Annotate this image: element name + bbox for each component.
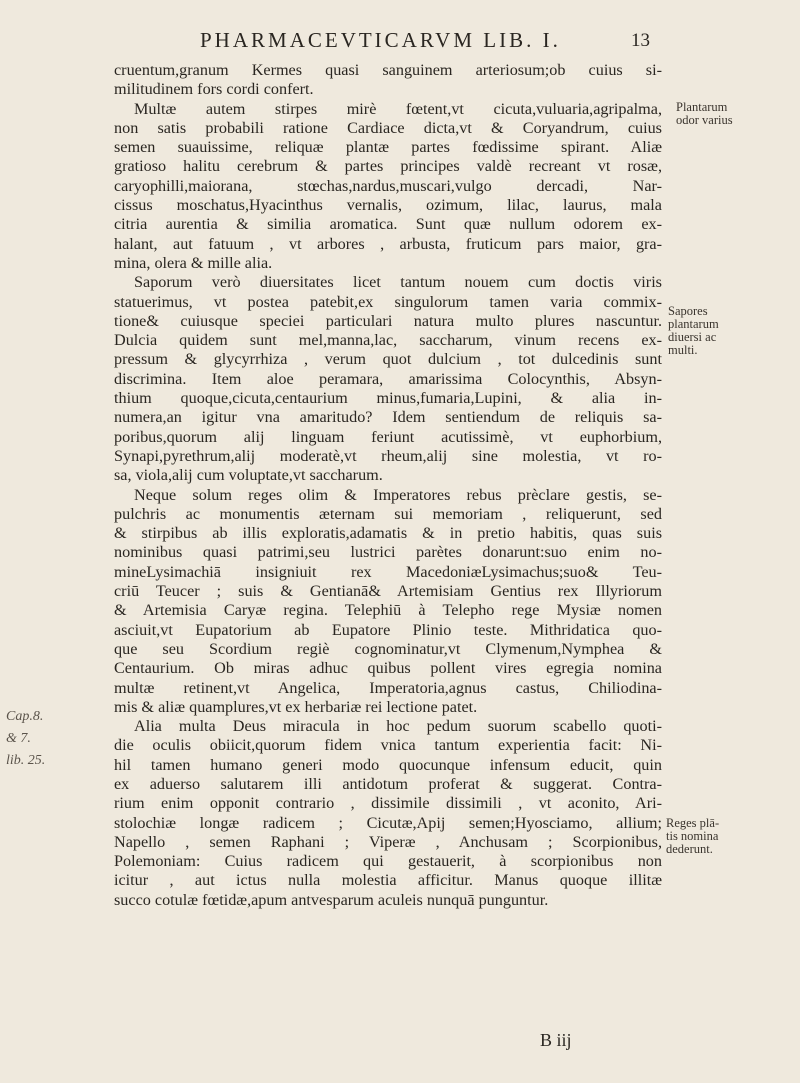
text-line: cissus moschatus,Hyacinthus vernalis, ozimum, lilac, laurus, mala: [114, 196, 662, 215]
text-line: Synapi,pyrethrum,alij moderatè,vt rheum,alij sine molestia, vt ro-: [114, 446, 662, 465]
text-line: mina, olera & mille alia.: [114, 253, 273, 272]
page-header: [200, 28, 650, 58]
text-line: Saporum verò diuersitates licet tantum nouem cum doctis viris: [134, 273, 662, 292]
text-line: mineLysimachiā insigniuit rex MacedoniæLysimachus;suo& Teu-: [114, 562, 662, 581]
signature-mark: B iij: [540, 1030, 572, 1050]
text-line: cruentum,granum Kermes quasi sanguinem arteriosum;ob cuius si-: [114, 61, 662, 79]
margin-note-line: Sapores: [668, 304, 708, 318]
text-line: discrimina. Item aloe peramara, amarissima Colocynthis, Absyn-: [114, 369, 662, 388]
text-line: non satis probabili ratione Cardiace dicta,vt & Coryandrum, cuius: [114, 118, 662, 137]
margin-note-line: tis nomina: [666, 829, 719, 843]
text-line: nominibus quasi patrimi,seu lustrici parètes donarunt:suo enim no-: [114, 543, 662, 562]
margin-note-line: diuersi ac: [668, 330, 717, 344]
margin-note-line: dederunt.: [666, 842, 713, 856]
text-line: Neque solum reges olim & Imperatores rebus prèclare gestis, se-: [134, 485, 662, 504]
text-line: ex aduerso salutarem illi antidotum proferat & suggerat. Contra-: [114, 774, 662, 793]
text-line: die oculis obiicit,quorum fidem vnica tantum experientia facit: Ni-: [114, 736, 662, 755]
text-line: Dulcia quidem sunt mel,manna,lac, saccharum, vinum recens ex-: [114, 331, 662, 350]
margin-note-sapores: [668, 305, 719, 357]
margin-note-reges: [666, 817, 719, 856]
margin-note-line: odor varius: [676, 113, 733, 127]
margin-note-line: & 7.: [6, 731, 31, 746]
running-title: PHARMACEVTICARVM LIB. I.: [200, 28, 561, 52]
margin-note-line: Cap.8.: [6, 709, 44, 724]
text-line: mis & aliæ quamplures,vt ex herbariæ rei lectione patet.: [114, 697, 478, 716]
text-line: pressum & glycyrrhiza , verum quot dulcium , tot dulcedinis sunt: [114, 350, 662, 369]
text-line: Polemoniam: Cuius radicem qui gestauerit, à scorpionibus non: [114, 852, 662, 871]
text-line: Multæ autem stirpes mirè fœtent,vt cicuta,vuluaria,agripalma,: [134, 99, 662, 118]
text-line: tione& cuiusque speciei particulari natura multo plures nascuntur.: [114, 311, 662, 330]
margin-note-line: plantarum: [668, 317, 719, 331]
text-line: sa, viola,alij cum voluptate,vt saccharum.: [114, 466, 383, 485]
text-line: Napello , semen Raphani ; Viperæ , Anchusam ; Scorpionibus,: [114, 832, 662, 851]
text-line: icitur , aut ictus nulla molestia afficitur. Manus quoque illitæ: [114, 871, 662, 890]
margin-note-line: Reges plā-: [666, 816, 720, 830]
text-line: asciuit,vt Eupatorium ab Eupatore Plinio teste. Mithridatica quo-: [114, 620, 662, 639]
margin-note-citation: [6, 706, 45, 772]
text-line: criū Teucer ; suis & Gentianā& Artemisiam Gentius rex Illyriorum: [114, 582, 662, 601]
margin-note-line: multi.: [668, 343, 698, 357]
text-line: hil tamen humano generi modo quocunque infensum educit, quin: [114, 755, 662, 774]
text-line: caryophilli,maiorana, stœchas,nardus,muscari,vulgo dercadi, Nar-: [114, 176, 662, 195]
text-line: Alia multa Deus miracula in hoc pedum suorum scabello quoti-: [134, 717, 662, 736]
margin-note-plantarum-odor: [676, 101, 733, 127]
page-number: 13: [631, 30, 650, 51]
text-line: que seu Scordium regiè cognominatur,vt Clymenum,Nymphea &: [114, 639, 662, 658]
text-line: numera,an igitur vna amaritudo? Idem sentiendum de reliquis sa-: [114, 408, 662, 427]
text-line: rium enim opponit contrario , dissimile dissimili , vt aconito, Ari-: [114, 794, 662, 813]
text-line: & Artemisia Caryæ regina. Telephiū à Telepho rege Mysiæ nomen: [114, 601, 662, 620]
text-line: halant, aut fatuum , vt arbores , arbusta, fruticum pars maior, gra-: [114, 234, 662, 253]
text-line: thium quoque,cicuta,centaurium minus,fumaria,Lupini, & alia in-: [114, 389, 662, 408]
text-line: gratioso halitu cerebrum & partes principes valdè recreant vt rosæ,: [114, 157, 662, 176]
text-line: militudinem fors cordi confert.: [114, 80, 314, 99]
text-line: citria aurentia & similia aromatica. Sunt quæ nullum odorem ex-: [114, 215, 662, 234]
text-line: succo cotulæ fœtidæ,apum antvesparum aculeis nunquā punguntur.: [114, 890, 549, 909]
text-line: statuerimus, vt postea patebit,ex singulorum tamen varia commix-: [114, 292, 662, 311]
margin-note-line: Plantarum: [676, 100, 728, 114]
margin-note-line: lib. 25.: [6, 753, 46, 768]
text-line: poribus,quorum alij linguam feriunt acutissimè, vt euphorbium,: [114, 427, 662, 446]
text-line: & stirpibus ab illis exploratis,adamatis & in pretio habitis, quas suis: [114, 524, 662, 543]
text-line: stolochiæ longæ radicem ; Cicutæ,Apij semen;Hyosciamo, allium;: [114, 813, 662, 832]
text-line: semen suauissime, reliquæ plantæ partes fœdissime spirant. Aliæ: [114, 138, 662, 157]
text-line: multæ retinent,vt Angelica, Imperatoria,agnus castus, Chiliodina-: [114, 678, 662, 697]
text-line: Centaurium. Ob miras adhuc quibus pollent vires egregia nomina: [114, 659, 662, 678]
body-text: [114, 61, 662, 910]
text-line: pulchris ac monumentis æternam sui memoriam , reliquerunt, sed: [114, 504, 662, 523]
